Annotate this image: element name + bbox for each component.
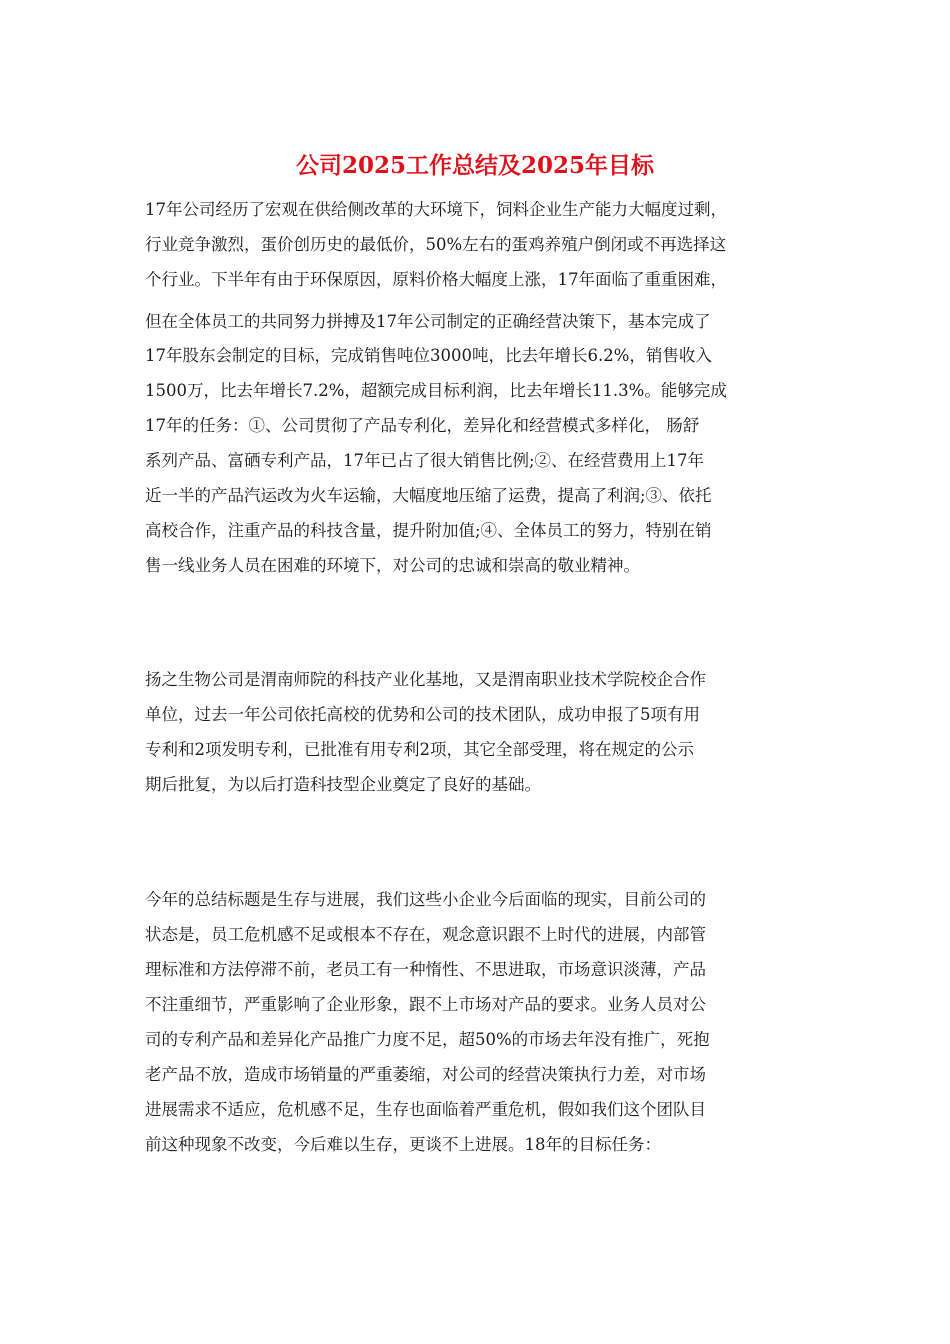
paragraph-line: 高校合作，注重产品的科技含量，提升附加值;④、全体员工的努力，特别在销 (145, 521, 712, 540)
paragraph-line: 理标准和方法停滞不前，老员工有一种惰性、不思进取，市场意识淡薄，产品 (145, 960, 706, 979)
paragraph-line: 状态是，员工危机感不足或根本不存在，观念意识跟不上时代的进展，内部管 (145, 925, 706, 944)
paragraph-line: 个行业。下半年有由于环保原因，原料价格大幅度上涨，17年面临了重重困难， (145, 270, 727, 289)
paragraph-line: 17年股东会制定的目标，完成销售吨位3000吨，比去年增长6.2%，销售收入 (145, 346, 712, 365)
paragraph-line: 专利和2项发明专利，已批准有用专利2项，其它全部受理，将在规定的公示 (145, 740, 694, 759)
paragraph-line: 今年的总结标题是生存与进展，我们这些小企业今后面临的现实，目前公司的 (145, 890, 706, 909)
paragraph-line: 售一线业务人员在困难的环境下，对公司的忠诚和崇高的敬业精神。 (145, 556, 640, 575)
paragraph-line: 系列产品、富硒专利产品，17年已占了很大销售比例;②、在经营费用上17年 (145, 451, 705, 470)
paragraph-line: 近一半的产品汽运改为火车运输，大幅度地压缩了运费，提高了利润;③、依托 (145, 486, 712, 505)
paragraph-line: 17年的任务：①、公司贯彻了产品专利化，差异化和经营模式多样化， 肠舒 (145, 416, 700, 435)
paragraph-line: 前这种现象不改变，今后难以生存，更谈不上进展。18年的目标任务： (145, 1135, 661, 1154)
paragraph-line: 但在全体员工的共同努力拼搏及17年公司制定的正确经营决策下，基本完成了 (145, 312, 711, 331)
paragraph-line: 不注重细节，严重影响了企业形象，跟不上市场对产品的要求。业务人员对公 (145, 995, 706, 1014)
paragraph-line: 老产品不放，造成市场销量的严重萎缩，对公司的经营决策执行力差，对市场 (145, 1065, 706, 1084)
document-title: 公司2025工作总结及2025年目标 (295, 152, 655, 179)
paragraph-line: 1500万，比去年增长7.2%，超额完成目标利润，比去年增长11.3%。能够完成 (145, 381, 727, 400)
paragraph-line: 17年公司经历了宏观在供给侧改革的大环境下，饲料企业生产能力大幅度过剩， (145, 200, 727, 219)
paragraph-line: 司的专利产品和差异化产品推广力度不足，超50%的市场去年没有推广，死抱 (145, 1030, 710, 1049)
paragraph-line: 进展需求不适应，危机感不足，生存也面临着严重危机，假如我们这个团队目 (145, 1100, 706, 1119)
paragraph-line: 扬之生物公司是渭南师院的科技产业化基地，又是渭南职业技术学院校企合作 (145, 670, 706, 689)
paragraph-line: 期后批复，为以后打造科技型企业奠定了良好的基础。 (145, 775, 541, 794)
paragraph-line: 单位，过去一年公司依托高校的优势和公司的技术团队，成功申报了5项有用 (145, 705, 700, 724)
paragraph-line: 行业竞争激烈，蛋价创历史的最低价，50%左右的蛋鸡养殖户倒闭或不再选择这 (145, 235, 727, 254)
